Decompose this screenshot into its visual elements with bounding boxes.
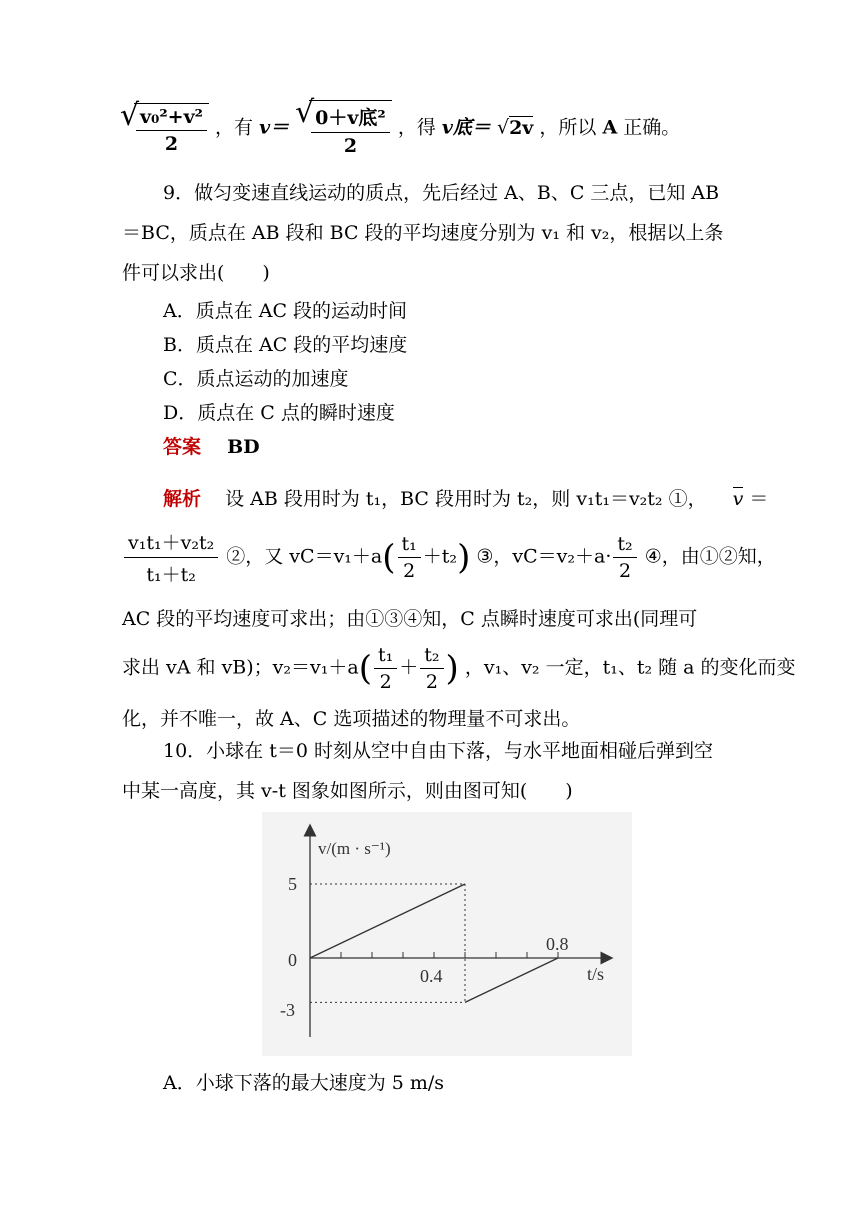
text-de: ，得 xyxy=(397,116,436,139)
analysis-text-2b: ③，vC＝v₂＋a· xyxy=(476,545,612,568)
equals-sign: ＝ xyxy=(749,488,769,510)
vt-graph-svg xyxy=(262,812,632,1056)
vt-graph xyxy=(262,812,632,1056)
plus-sign: ＋ xyxy=(399,656,419,679)
right-paren: ) xyxy=(445,648,459,689)
q9-option-a: A．质点在 AC 段的运动时间 xyxy=(163,300,408,322)
fraction-numerator: t₁ xyxy=(398,533,421,558)
x-axis-label: t/s xyxy=(587,964,605,984)
analysis-text-2a: ②，又 vC＝v₁＋a xyxy=(226,545,383,568)
fraction-denominator: 2 xyxy=(403,560,416,582)
fraction-average-velocity xyxy=(124,528,218,587)
fraction-denominator: 2 xyxy=(425,671,438,693)
analysis-label: 解析 xyxy=(163,488,202,510)
fraction-denominator: t₁＋t₂ xyxy=(146,564,196,586)
q9-option-c: C．质点运动的加速度 xyxy=(163,368,349,390)
analysis-line4 xyxy=(122,644,796,693)
analysis-text-1: 设 AB 段用时为 t₁，BC 段用时为 t₂，则 v₁t₁＝v₂t₂ ①， xyxy=(225,488,707,510)
text-so: ，所以 xyxy=(539,116,597,139)
q9-line2: ＝BC，质点在 AB 段和 BC 段的平均速度分别为 v₁ 和 v₂，根据以上条 xyxy=(122,222,724,244)
q10-option-a: A．小球下落的最大速度为 5 m/s xyxy=(163,1072,445,1094)
sqrt-sign-icon: √ xyxy=(295,95,315,130)
x-tick-label-0.8: 0.8 xyxy=(546,934,569,954)
fraction-numerator: 0＋v底² xyxy=(311,103,390,133)
left-paren: ( xyxy=(382,537,396,578)
q10-line2: 中某一高度，其 v-t 图象如图所示，则由图可知( ) xyxy=(122,780,573,802)
v-bar-symbol: v xyxy=(732,488,744,510)
q9-answer-line xyxy=(163,432,260,459)
text-you: ，有 xyxy=(215,116,254,139)
analysis-text-4a: 求出 vA 和 vB)；v₂＝v₁＋a xyxy=(122,656,359,679)
fraction-numerator: t₂ xyxy=(420,644,443,669)
y-tick-label-5: 5 xyxy=(288,874,297,894)
sqrt-expression-1 xyxy=(120,97,209,155)
fraction-denominator: 2 xyxy=(343,135,358,157)
prev-solution-line xyxy=(120,95,681,157)
text-v-bottom: v底＝ xyxy=(441,116,491,139)
fraction-numerator: t₁ xyxy=(374,644,397,669)
fraction-denominator: 2 xyxy=(379,671,392,693)
text-sqrt2v: 2v xyxy=(509,116,534,139)
fraction-denominator: 2 xyxy=(164,132,179,155)
right-paren: ) xyxy=(457,537,471,578)
sqrt-sign-icon: √ xyxy=(496,116,510,139)
analysis-line3: AC 段的平均速度可求出；由①③④知，C 点瞬时速度可求出(同理可 xyxy=(122,608,698,630)
fraction-numerator: v₁t₁＋v₂t₂ xyxy=(124,528,218,558)
fraction-numerator: v₀²+v² xyxy=(136,106,207,131)
plus-term: ＋t₂ xyxy=(422,545,458,568)
y-axis-label: v/(m · s⁻¹) xyxy=(318,839,391,858)
text-option-a: A xyxy=(602,116,618,139)
series-line-1 xyxy=(310,884,465,958)
text-correct: 正确。 xyxy=(623,116,681,139)
q9-option-b: B．质点在 AC 段的平均速度 xyxy=(163,334,408,356)
x-tick-label-0.4: 0.4 xyxy=(420,966,443,986)
x-axis-ticks xyxy=(341,952,558,958)
fraction-denominator: 2 xyxy=(618,560,632,582)
series-line-2 xyxy=(465,958,558,1002)
q9-line3: 件可以求出( ) xyxy=(122,262,270,284)
y-tick-label-0: 0 xyxy=(288,950,297,970)
left-paren: ( xyxy=(358,648,372,689)
analysis-line5: 化，并不唯一，故 A、C 选项描述的物理量不可求出。 xyxy=(122,708,581,730)
analysis-text-4b: ，v₁、v₂ 一定，t₁、t₂ 随 a 的变化而变 xyxy=(464,656,796,679)
fraction-numerator: t₂ xyxy=(613,533,636,558)
q10-line1: 10．小球在 t＝0 时刻从空中自由下落，与水平地面相碰后弹到空 xyxy=(163,740,713,762)
analysis-text-2c: ④，由①②知， xyxy=(644,545,776,568)
analysis-line1 xyxy=(163,484,768,511)
answer-label: 答案 xyxy=(163,436,202,458)
sqrt-sign-icon: √ xyxy=(120,97,140,133)
answer-value: BD xyxy=(227,436,260,458)
text-v-equals: v＝ xyxy=(259,116,290,139)
analysis-line2 xyxy=(122,528,776,587)
q9-option-d: D．质点在 C 点的瞬时速度 xyxy=(163,402,395,424)
q9-line1: 9．做匀变速直线运动的质点，先后经过 A、B、C 三点，已知 AB xyxy=(163,182,720,204)
y-tick-label-minus3: -3 xyxy=(280,1000,295,1020)
sqrt-expression-2 xyxy=(295,95,392,157)
